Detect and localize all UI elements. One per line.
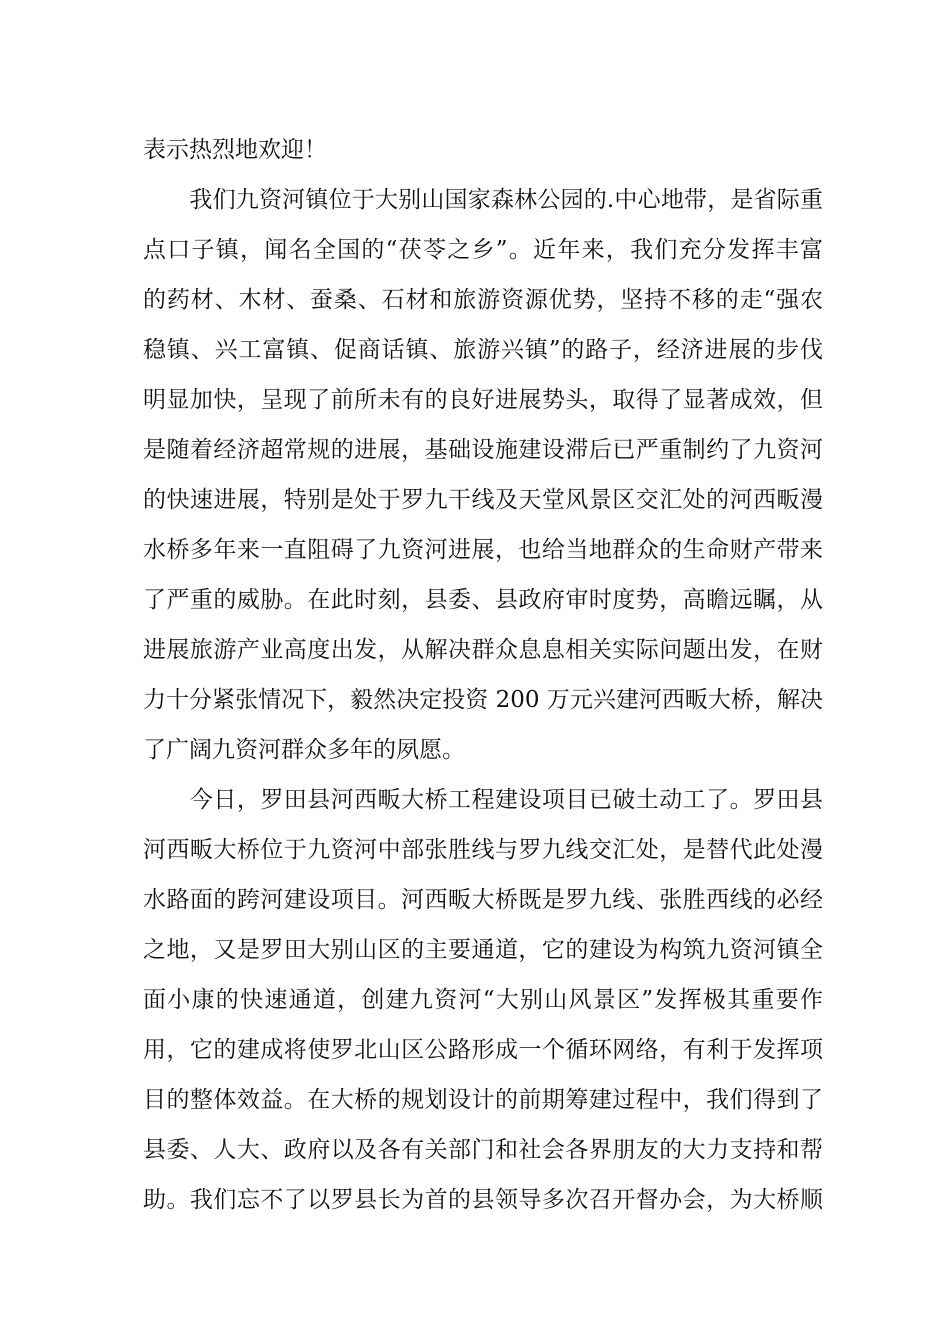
text-line: 水桥多年来一直阻碍了九资河进展，也给当地群众的生命财产带来 (143, 537, 823, 563)
text-line: 面小康的快速通道，创建九资河“大别山风景区”发挥极其重要作 (143, 987, 823, 1013)
text-line: 的快速进展，特别是处于罗九干线及天堂风景区交汇处的河西畈漫 (143, 487, 823, 513)
text-line: 今日，罗田县河西畈大桥工程建设项目已破土动工了。罗田县 (143, 787, 823, 813)
text-line: 了严重的威胁。在此时刻，县委、县政府审时度势，高瞻远瞩，从 (143, 587, 823, 613)
text-line: 目的整体效益。在大桥的规划设计的前期筹建过程中，我们得到了 (143, 1087, 823, 1113)
text-line: 县委、人大、政府以及各有关部门和社会各界朋友的大力支持和帮 (143, 1137, 823, 1163)
text-line: 稳镇、兴工富镇、促商话镇、旅游兴镇”的路子，经济进展的步伐 (143, 337, 823, 363)
text-line: 助。我们忘不了以罗县长为首的县领导多次召开督办会，为大桥顺 (143, 1187, 823, 1213)
text-line: 之地，又是罗田大别山区的主要通道，它的建设为构筑九资河镇全 (143, 937, 823, 963)
text-line: 用，它的建成将使罗北山区公路形成一个循环网络，有利于发挥项 (143, 1037, 823, 1063)
text-line: 河西畈大桥位于九资河中部张胜线与罗九线交汇处，是替代此处漫 (143, 837, 823, 863)
text-line: 水路面的跨河建设项目。河西畈大桥既是罗九线、张胜西线的必经 (143, 887, 823, 913)
text-line: 了广阔九资河群众多年的夙愿。 (143, 737, 465, 763)
text-line: 表示热烈地欢迎！ (143, 137, 327, 163)
text-line: 的药材、木材、蚕桑、石材和旅游资源优势，坚持不移的走“强农 (143, 287, 823, 313)
text-line: 力十分紧张情况下，毅然决定投资 200 万元兴建河西畈大桥，解决 (143, 687, 823, 713)
text-line: 明显加快，呈现了前所未有的良好进展势头，取得了显著成效，但 (143, 387, 823, 413)
text-line: 进展旅游产业高度出发，从解决群众息息相关实际问题出发，在财 (143, 637, 823, 663)
text-line: 是随着经济超常规的进展，基础设施建设滞后已严重制约了九资河 (143, 437, 823, 463)
text-line: 点口子镇，闻名全国的“茯苓之乡”。近年来，我们充分发挥丰富 (143, 237, 823, 263)
text-line: 我们九资河镇位于大别山国家森林公园的.中心地带，是省际重 (143, 187, 823, 213)
